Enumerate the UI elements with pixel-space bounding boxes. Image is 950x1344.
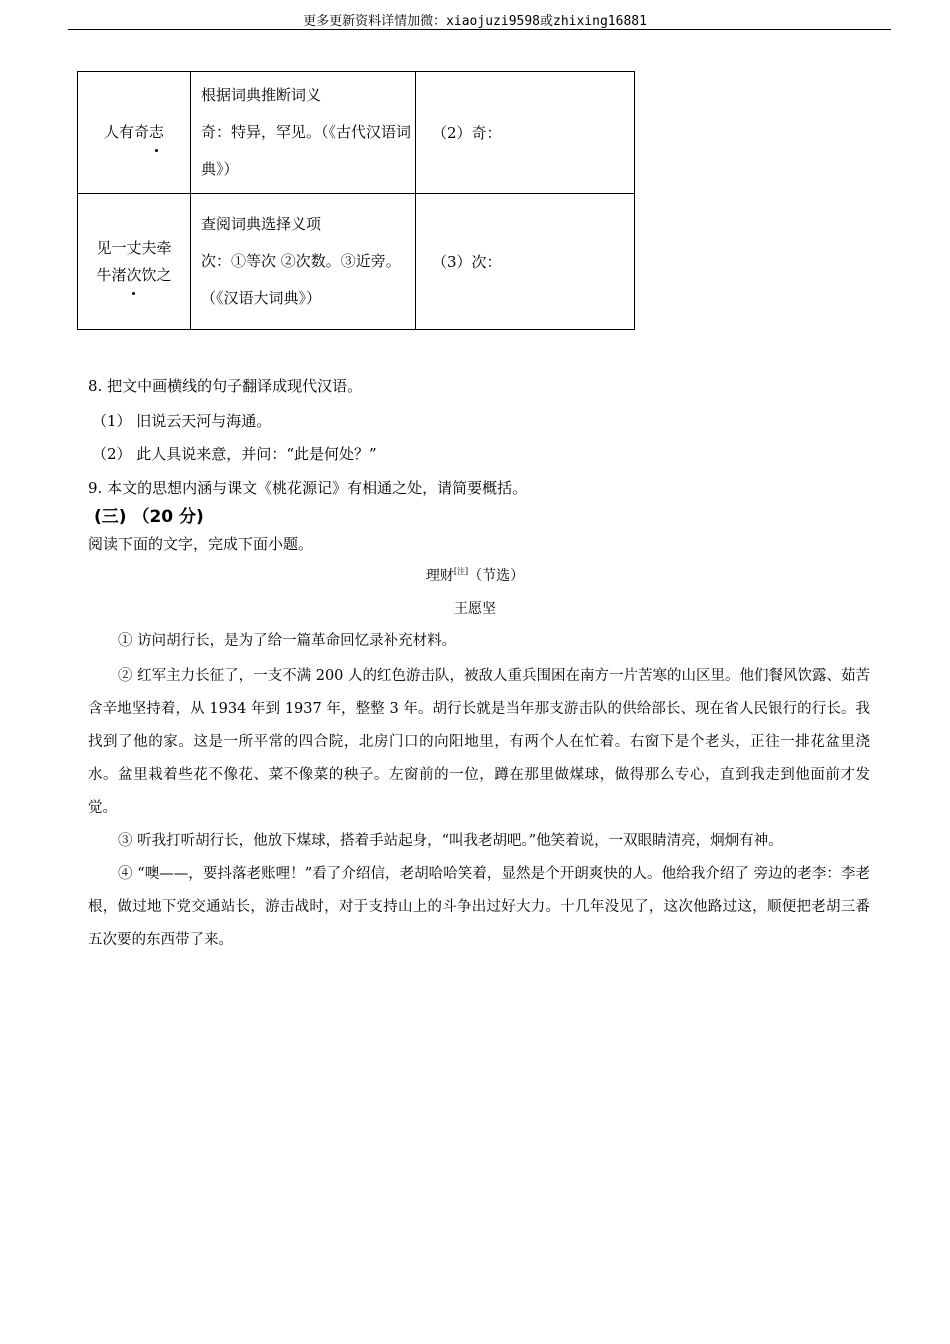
page-header: 更多更新资料详情加微：xiaojuzi9598或zhixing16881	[303, 14, 647, 29]
title-subtitle: （节选）	[468, 568, 525, 584]
table-row	[78, 72, 635, 194]
method-text: 根据词典推断词义	[201, 86, 322, 104]
article-title	[0, 565, 950, 585]
answer-cell[interactable]: （3）次：	[416, 194, 635, 330]
article-author: 王愿坚	[454, 601, 496, 617]
answer-cell[interactable]: （2）奇：	[416, 72, 635, 194]
definition-text: 奇：特异，罕见。（《古代汉语词典》）	[201, 123, 412, 178]
paragraph: ④ “噢——，要抖落老账哩！”看了介绍信，老胡哈哈笑着，显然是个开朗爽快的人。他给我介绍了 旁边的老李：李老根，做过地下党交通站长，游击战时，对于支持山上的斗争出过好大力。十几年没见了，这次他路过这，顺便把老胡三番五次要的东西带了来。	[88, 866, 870, 948]
header-divider	[68, 29, 891, 30]
phrase-text: 饮之	[141, 265, 172, 284]
definition-text: 次：①等次 ②次数。③近旁。（《汉语大词典》）	[201, 252, 401, 307]
paragraph: ① 访问胡行长，是为了给一篇革命回忆录补充材料。	[118, 633, 457, 649]
dictionary-table	[77, 71, 635, 330]
emphasis-char: 次	[126, 262, 141, 289]
question-9: 9. 本文的思想内涵与课文《桃花源记》有相通之处，请简要概括。	[88, 479, 528, 497]
section-heading: (三) （20 分)	[94, 507, 204, 527]
question-8-2: （2） 此人具说来意，并问：“此是何处？”	[92, 445, 377, 463]
method-cell	[191, 194, 416, 330]
phrase-text: 见一丈夫牵	[96, 238, 172, 257]
section-instruction: 阅读下面的文字，完成下面小题。	[88, 535, 314, 553]
method-cell	[191, 72, 416, 194]
paragraph: ② 红军主力长征了，一支不满 200 人的红色游击队，被敌人重兵围困在南方一片苦寒的山区里。他们餐风饮露、茹苦含辛地坚持着，从 1934 年到 1937 年，整整 3 年。胡行长就是当年那支游击队的供给部长、现在省人民银行的行长。我找到了他的家。这是一所平常的四合院，北房门口的向阳地里，有两个人在忙着。右窗下是个老头，正往一排花盆里浇水。盆里栽着些花不像花、菜不像菜的秧子。左窗前的一位，蹲在那里做煤球，做得那么专心，直到我走到他面前才发觉。	[88, 668, 870, 816]
phrase-cell	[78, 72, 191, 194]
phrase-text: 牛渚	[96, 265, 127, 284]
method-text: 查阅词典选择义项	[201, 215, 322, 233]
note-mark: [注]	[453, 567, 469, 576]
phrase-cell	[78, 194, 191, 330]
emphasis-char: 志	[149, 119, 164, 146]
table-row	[78, 194, 635, 330]
question-8-1: （1） 旧说云天河与海通。	[92, 412, 272, 430]
question-8: 8. 把文中画横线的句子翻译成现代汉语。	[88, 377, 363, 395]
phrase-text: 人有奇	[103, 123, 149, 141]
title-text: 理财	[425, 568, 454, 584]
paragraph: ③ 听我打听胡行长，他放下煤球，搭着手站起身，“叫我老胡吧。”他笑着说，一双眼睛清亮，炯炯有神。	[118, 833, 783, 849]
